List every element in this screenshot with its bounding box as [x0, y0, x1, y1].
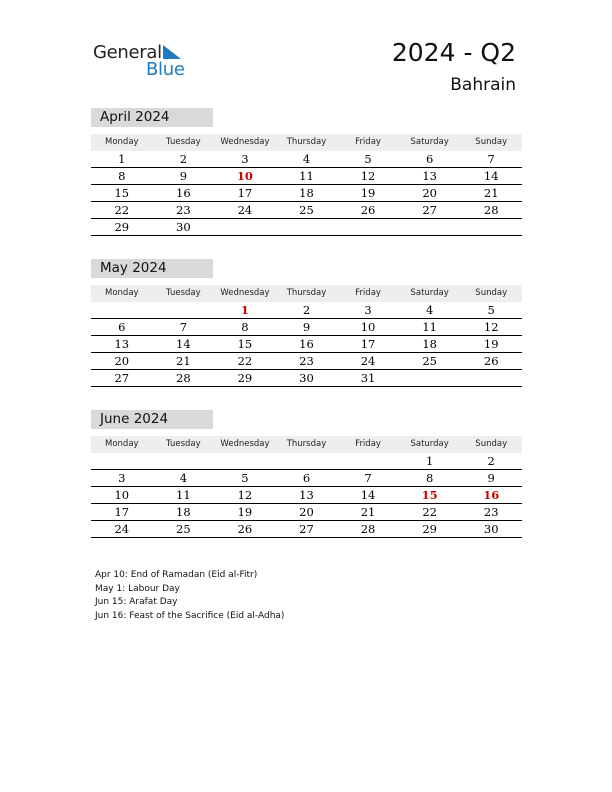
day-cell: 23: [176, 203, 191, 217]
day-cell: 2: [302, 303, 311, 317]
day-cell: 17: [360, 337, 376, 351]
logo: [93, 42, 193, 78]
day-cell: 2: [179, 152, 188, 166]
day-cell: 15: [114, 186, 130, 200]
day-cell: 5: [487, 303, 495, 317]
day-cell: 25: [422, 354, 437, 368]
weekday-header-row: [91, 436, 522, 453]
day-cell: 11: [299, 169, 314, 183]
weekday-header-row: [91, 285, 522, 302]
day-cell: 19: [360, 186, 376, 200]
day-cell: 20: [299, 505, 314, 519]
day-cell: 18: [176, 505, 191, 519]
weekday-label: Thursday: [286, 137, 327, 147]
day-cell: 27: [299, 522, 314, 536]
weekday-label: Monday: [105, 288, 139, 298]
day-cell: 18: [422, 337, 437, 351]
weekday-label: Saturday: [410, 137, 449, 147]
day-cell: 4: [425, 303, 434, 317]
day-cell: [91, 302, 153, 318]
holiday-day-cell: 15: [421, 488, 438, 502]
weekday-header-row: [91, 134, 522, 151]
day-cell: 6: [425, 152, 434, 166]
month-label: April 2024: [91, 108, 213, 127]
day-cell: 9: [179, 169, 188, 183]
weekday-label: Tuesday: [166, 288, 201, 298]
holiday-notes: [95, 569, 284, 623]
day-cell: 9: [302, 320, 311, 334]
day-cell: 23: [299, 354, 314, 368]
country-name: Bahrain: [450, 75, 516, 95]
week-row: [91, 336, 522, 353]
holiday-day-cell: 1: [240, 303, 249, 317]
day-cell: 18: [299, 186, 314, 200]
week-row: [91, 151, 522, 168]
day-cell: [91, 453, 153, 469]
day-cell: 19: [237, 505, 253, 519]
week-row: [91, 504, 522, 521]
day-cell: 11: [176, 488, 191, 502]
holiday-day-cell: 10: [236, 169, 253, 183]
day-cell: 11: [422, 320, 437, 334]
weekday-label: Monday: [105, 439, 139, 449]
day-cell: 30: [176, 220, 191, 234]
day-cell: 1: [425, 454, 434, 468]
day-cell: [337, 453, 399, 469]
weekday-label: Tuesday: [166, 439, 201, 449]
week-row: [91, 487, 522, 504]
holiday-day-cell: 16: [483, 488, 500, 502]
day-cell: 12: [483, 320, 499, 334]
day-cell: 25: [176, 522, 191, 536]
day-cell: 30: [483, 522, 499, 536]
day-cell: 22: [114, 203, 130, 217]
weekday-label: Sunday: [475, 288, 508, 298]
day-cell: 13: [422, 169, 437, 183]
day-cell: 13: [299, 488, 314, 502]
day-cell: 23: [483, 505, 499, 519]
day-cell: 14: [483, 169, 499, 183]
day-cell: 8: [118, 169, 126, 183]
day-cell: [276, 453, 338, 469]
day-cell: 16: [176, 186, 191, 200]
week-row: [91, 353, 522, 370]
holiday-note: May 1: Labour Day: [95, 583, 180, 594]
weekday-label: Saturday: [410, 439, 449, 449]
day-cell: [153, 453, 215, 469]
day-cell: 7: [179, 320, 188, 334]
day-cell: 29: [114, 220, 130, 234]
day-cell: 21: [360, 505, 376, 519]
day-cell: 26: [360, 203, 376, 217]
day-cell: 17: [114, 505, 130, 519]
week-row: [91, 470, 522, 487]
day-cell: 9: [487, 471, 495, 485]
weekday-label: Wednesday: [220, 288, 270, 298]
day-cell: [460, 370, 522, 386]
day-cell: 4: [179, 471, 188, 485]
weekday-label: Monday: [105, 137, 139, 147]
day-cell: 24: [360, 354, 376, 368]
day-cell: 6: [118, 320, 126, 334]
weekday-label: Sunday: [475, 137, 508, 147]
month-label: June 2024: [91, 410, 213, 429]
week-row: [91, 202, 522, 219]
week-row: [91, 219, 522, 236]
day-cell: 8: [425, 471, 434, 485]
weekday-label: Friday: [355, 439, 381, 449]
weekday-label: Tuesday: [166, 137, 201, 147]
day-cell: 10: [114, 488, 130, 502]
day-cell: [337, 219, 399, 235]
day-cell: [276, 219, 338, 235]
day-cell: 1: [118, 152, 126, 166]
week-row: [91, 302, 522, 319]
weekday-label: Sunday: [475, 439, 508, 449]
day-cell: 8: [241, 320, 249, 334]
day-cell: 5: [241, 471, 249, 485]
day-cell: 21: [176, 354, 191, 368]
day-cell: [399, 370, 461, 386]
month-label: May 2024: [91, 259, 213, 278]
day-cell: 5: [364, 152, 372, 166]
day-cell: 24: [237, 203, 253, 217]
week-row: [91, 521, 522, 538]
day-cell: 10: [360, 320, 376, 334]
week-row: [91, 319, 522, 336]
logo-word-blue: Blue: [146, 59, 185, 80]
weekday-label: Friday: [355, 137, 381, 147]
day-cell: [214, 453, 276, 469]
day-cell: 15: [237, 337, 253, 351]
holiday-note: Jun 16: Feast of the Sacrifice (Eid al-Adha): [95, 610, 285, 621]
week-row: [91, 185, 522, 202]
day-cell: 28: [360, 522, 376, 536]
day-cell: 22: [237, 354, 253, 368]
logo-word-general: General: [93, 42, 162, 63]
week-row: [91, 453, 522, 470]
day-cell: 21: [483, 186, 499, 200]
day-cell: 2: [487, 454, 495, 468]
day-cell: 25: [299, 203, 314, 217]
day-cell: 19: [483, 337, 499, 351]
day-cell: 29: [237, 371, 253, 385]
day-cell: 20: [422, 186, 437, 200]
month-block-june: [91, 410, 522, 538]
day-cell: 27: [422, 203, 437, 217]
day-cell: 4: [302, 152, 311, 166]
week-row: [91, 168, 522, 185]
day-cell: [399, 219, 461, 235]
page-title: 2024 - Q2: [391, 38, 516, 67]
day-cell: 31: [360, 371, 376, 385]
day-cell: 7: [487, 152, 495, 166]
holiday-note: Jun 15: Arafat Day: [95, 597, 178, 607]
day-cell: 12: [237, 488, 253, 502]
day-cell: [460, 219, 522, 235]
day-cell: 3: [118, 471, 126, 485]
week-row: [91, 370, 522, 387]
month-block-april: [91, 108, 522, 236]
day-cell: 20: [114, 354, 130, 368]
day-cell: 28: [176, 371, 191, 385]
weekday-label: Thursday: [286, 288, 327, 298]
day-cell: 3: [241, 152, 249, 166]
weekday-label: Thursday: [286, 439, 327, 449]
day-cell: [214, 219, 276, 235]
weekday-label: Wednesday: [220, 137, 270, 147]
day-cell: [153, 302, 215, 318]
day-cell: 7: [364, 471, 372, 485]
day-cell: 26: [237, 522, 253, 536]
day-cell: 26: [483, 354, 499, 368]
month-block-may: [91, 259, 522, 387]
day-cell: 24: [114, 522, 130, 536]
holiday-note: Apr 10: End of Ramadan (Eid al-Fitr): [95, 570, 258, 580]
day-cell: 14: [176, 337, 191, 351]
weekday-label: Saturday: [410, 288, 449, 298]
day-cell: 22: [422, 505, 437, 519]
day-cell: 17: [237, 186, 253, 200]
day-cell: 29: [422, 522, 437, 536]
weekday-label: Wednesday: [220, 439, 270, 449]
day-cell: 12: [360, 169, 376, 183]
day-cell: 13: [114, 337, 130, 351]
day-cell: 28: [483, 203, 499, 217]
weekday-label: Friday: [355, 288, 381, 298]
day-cell: 16: [299, 337, 314, 351]
day-cell: 6: [302, 471, 311, 485]
day-cell: 3: [364, 303, 372, 317]
day-cell: 30: [299, 371, 314, 385]
day-cell: 27: [114, 371, 130, 385]
logo-mark-icon: [161, 44, 183, 60]
day-cell: 14: [360, 488, 376, 502]
